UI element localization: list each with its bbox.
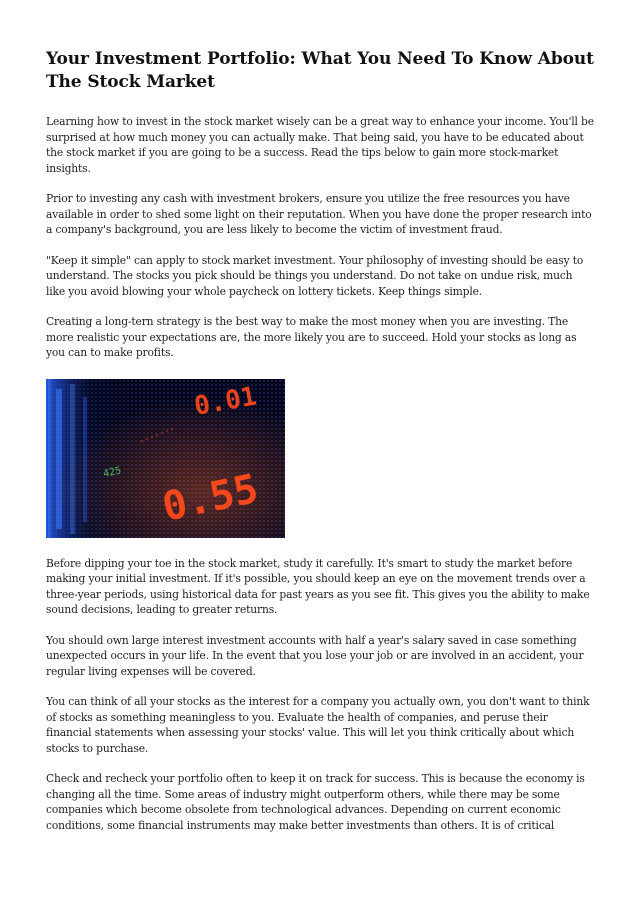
red-led-bottom: 0.55 — [158, 465, 263, 531]
stock-ticker-photo — [46, 379, 285, 538]
green-led-text: 425 — [102, 464, 123, 480]
stock-ticker-illustration — [46, 379, 285, 538]
paragraph-4: Creating a long-tern strategy is the best way to make the most money when you are investing. The more realistic your expectations are, the more likely you are to succeed. Hold your stocks as long as you can to make profits. — [46, 315, 577, 359]
red-led-top: 0.01 — [192, 380, 259, 422]
paragraph-2: Prior to investing any cash with investment brokers, ensure you utilize the free resources you have available in order to shed some light on their reputation. When you have done the proper research into a company's background, you are less likely to become the victim of investment fraud. — [46, 192, 592, 236]
paragraph-7: You can think of all your stocks as the interest for a company you actually own, you don't want to think of stocks as something meaningless to you. Evaluate the health of companies, and peruse their financial statements when assessing your stocks' value. This will let you think critically about which stocks to purchase. — [46, 695, 590, 755]
paragraph-1: Learning how to invest in the stock market wisely can be a great way to enhance your income. You'll be surprised at how much money you can actually make. That being said, you have to be educated about the stock market if you are going to be a success. Read the tips below to gain more stock-market insights. — [46, 115, 594, 175]
paragraph-8: Check and recheck your portfolio often to keep it on track for success. This is because the economy is changing all the time. Some areas of industry might outperform others, while there may be some companies which become obsolete from technological advances. Depending on current economic conditions, some financial instruments may make better investments than others. It is of critical — [46, 772, 585, 832]
paragraph-3: "Keep it simple" can apply to stock market investment. Your philosophy of investing should be easy to understand. The stocks you pick should be things you understand. Do not take on undue risk, much like you avoid blowing your whole paycheck on lottery tickets. Keep things simple. — [46, 253, 584, 298]
paragraph-6: You should own large interest investment accounts with half a year's salary saved in case something unexpected occurs in your life. In the event that you lose your job or are involved in an accident, your regular living expenses will be covered. — [46, 633, 584, 678]
document-title: Your Investment Portfolio: What You Need To Know About The Stock Market — [46, 49, 594, 92]
paragraph-5: Before dipping your toe in the stock market, study it carefully. It's smart to study the market before making your initial investment. If it's possible, you should keep an eye on the movement trends over a three-year periods, using historical data for past years as you see fit. This gives you the ability to make sound decisions, leading to greater returns. — [46, 556, 590, 616]
document-page — [46, 48, 594, 833]
